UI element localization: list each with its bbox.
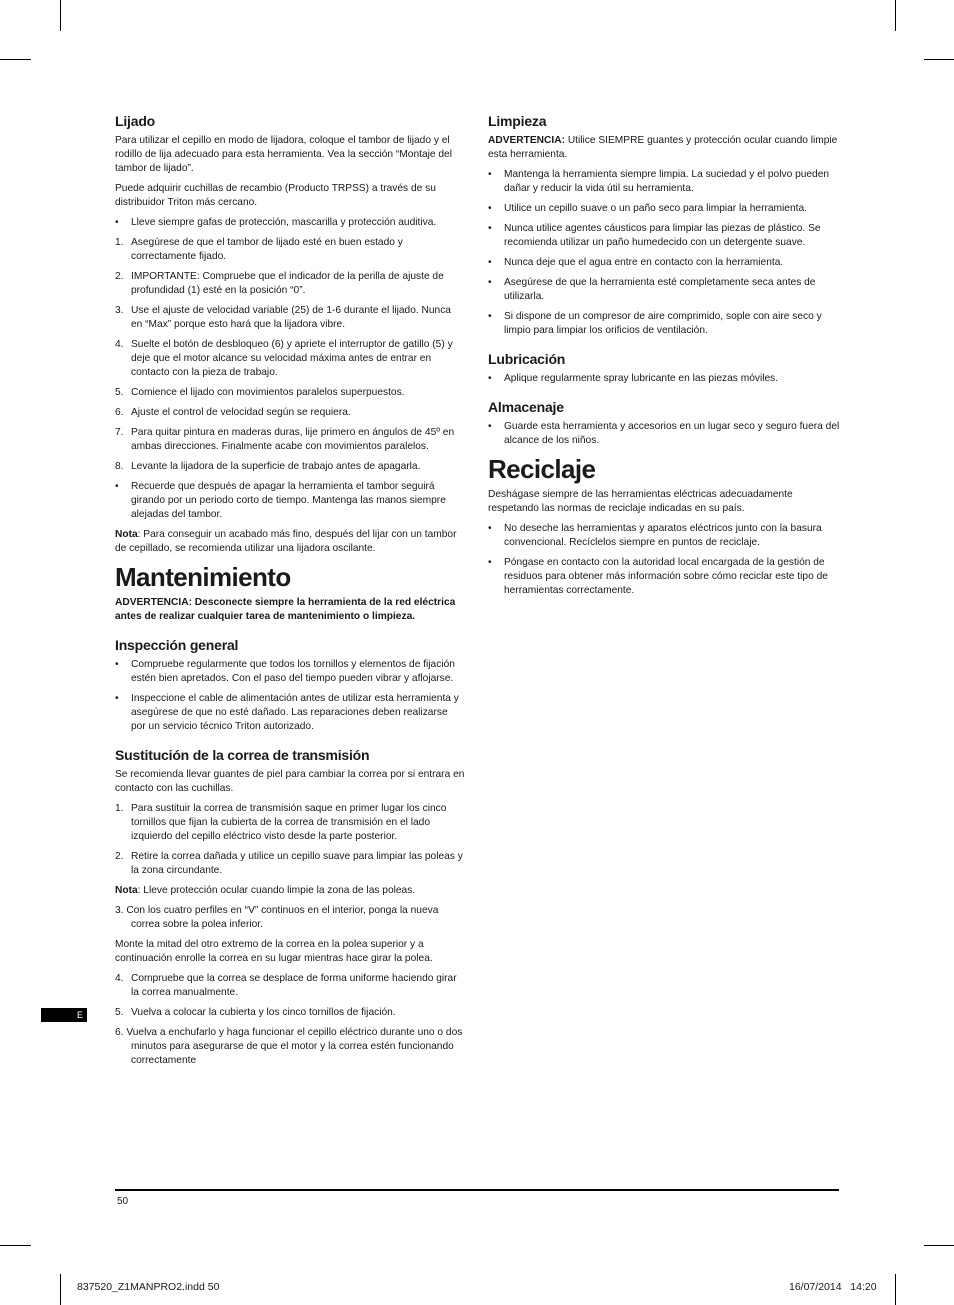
crop-mark <box>895 0 896 31</box>
bullet-marker: • <box>488 203 492 214</box>
lubricacion-heading: Lubricación <box>488 351 566 367</box>
bullet-marker: • <box>488 421 492 432</box>
list-item-text: Póngase en contacto con la autoridad local encargada de la gestión de residuos para obtener más información sobre cómo reciclar este tipo de herramientas correctamente. <box>504 557 828 596</box>
list-item <box>488 372 840 386</box>
list-item-text: Use el ajuste de velocidad variable (25) de 1-6 durante el lijado. Nunca en “Max” porque esto hará que la lijadora vibre. <box>131 305 451 330</box>
list-item-text: Asegúrese de que el tambor de lijado esté en buen estado y correctamente fijado. <box>131 237 403 262</box>
bullet-marker: • <box>488 223 492 234</box>
lijado-note <box>115 528 465 556</box>
note-text: : Para conseguir un acabado más fino, después del lijar con un tambor de cepillado, se recomienda utilizar una lijadora oscilante. <box>115 529 457 554</box>
list-item-text: IMPORTANTE: Compruebe que el indicador de la perilla de ajuste de profundidad (1) esté en la posición “0”. <box>131 271 444 296</box>
list-item <box>115 1006 465 1020</box>
note-label: Nota <box>115 885 138 896</box>
list-item <box>488 168 840 196</box>
step-number: 5. <box>115 387 124 398</box>
bullet-marker: • <box>488 557 492 568</box>
language-tab: E <box>41 1008 87 1022</box>
inspeccion-heading: Inspección general <box>115 637 239 653</box>
right-column <box>488 112 840 604</box>
lubricacion-list <box>488 372 840 386</box>
list-item-text: Para quitar pintura en maderas duras, lije primero en ángulos de 45º en ambas direcciones. Finalmente acabe con movimientos paralelos. <box>131 427 455 452</box>
list-item <box>115 386 465 400</box>
crop-mark <box>60 1274 61 1305</box>
bullet-marker: • <box>488 277 492 288</box>
correa-middle: Monte la mitad del otro extremo de la correa en la polea superior y a continuación enrolle la correa en su lugar mientras hace girar la polea. <box>115 939 433 964</box>
step-number: 1. <box>115 803 124 814</box>
bullet-marker: • <box>488 169 492 180</box>
list-item-text: Comience el lijado con movimientos paralelos superpuestos. <box>131 387 405 398</box>
mantenimiento-title: Mantenimiento <box>115 562 291 592</box>
list-item <box>115 850 465 878</box>
list-item-text: Guarde esta herramienta y accesorios en un lugar seco y seguro fuera del alcance de los niños. <box>504 421 840 446</box>
limpieza-list <box>488 168 840 338</box>
reciclaje-title: Reciclaje <box>488 454 596 484</box>
correa-heading: Sustitución de la correa de transmisión <box>115 747 370 763</box>
lijado-intro: Para utilizar el cepillo en modo de lijadora, coloque el tambor de lijado y el rodillo de lija adecuado para esta herramienta. Vea la sección “Montaje del tambor de lijado”. <box>115 135 452 174</box>
bullet-marker: • <box>115 659 119 670</box>
list-item <box>115 480 465 522</box>
bullet-marker: • <box>488 311 492 322</box>
crop-mark <box>895 1274 896 1305</box>
correa-step-3: 3. Con los cuatro perfiles en “V” continuos en el interior, ponga la nueva correa sobre la polea inferior. <box>115 905 439 930</box>
mantenimiento-warning: ADVERTENCIA: Desconecte siempre la herramienta de la red eléctrica antes de realizar cualquier tarea de mantenimiento o limpieza. <box>115 597 456 622</box>
correa-list-b <box>115 972 465 1020</box>
list-item <box>115 972 465 1000</box>
correa-list-a <box>115 802 465 878</box>
left-column <box>115 112 465 1074</box>
step-number: 3. <box>115 305 124 316</box>
bullet-marker: • <box>115 693 119 704</box>
bullet-marker: • <box>488 373 492 384</box>
list-item <box>488 222 840 250</box>
list-item <box>488 202 840 216</box>
step-number: 6. <box>115 407 124 418</box>
list-item <box>115 304 465 332</box>
correa-intro: Se recomienda llevar guantes de piel para cambiar la correa por si entrara en contacto con las cuchillas. <box>115 769 465 794</box>
list-item <box>488 420 840 448</box>
list-item-text: Inspeccione el cable de alimentación antes de utilizar esta herramienta y asegúrese de que no esté dañado. Las reparaciones deben realizarse por un servicio técnico Triton autorizado. <box>131 693 459 732</box>
list-item-text: Aplique regularmente spray lubricante en las piezas móviles. <box>504 373 779 384</box>
list-item-text: Mantenga la herramienta siempre limpia. La suciedad y el polvo pueden dañar y reducir la vida útil su herramienta. <box>504 169 830 194</box>
list-item-text: Para sustituir la correa de transmisión saque en primer lugar los cinco tornillos que fijan la cubierta de la correa de transmisión en el lado izquierdo del cepillo eléctrico visto desde la parte posterior. <box>131 803 447 842</box>
list-item <box>488 310 840 338</box>
step-number: 2. <box>115 271 124 282</box>
crop-mark <box>0 59 31 60</box>
crop-mark <box>924 1245 954 1246</box>
list-item <box>115 426 465 454</box>
correa-note <box>115 884 465 898</box>
list-item-text: Ajuste el control de velocidad según se requiera. <box>131 407 351 418</box>
list-item <box>115 802 465 844</box>
warning-label: ADVERTENCIA: <box>488 135 565 146</box>
lijado-heading: Lijado <box>115 113 156 129</box>
footer-rule <box>115 1189 839 1191</box>
step-number: 2. <box>115 851 124 862</box>
bullet-marker: • <box>488 523 492 534</box>
list-item <box>488 256 840 270</box>
reciclaje-list <box>488 522 840 598</box>
list-item <box>488 556 840 598</box>
limpieza-warning <box>488 134 840 162</box>
step-number: 4. <box>115 339 124 350</box>
step-number: 1. <box>115 237 124 248</box>
bullet-marker: • <box>115 217 119 228</box>
step-number: 5. <box>115 1007 124 1018</box>
almacenaje-list <box>488 420 840 448</box>
bullet-marker: • <box>488 257 492 268</box>
list-item <box>115 338 465 380</box>
list-item <box>115 216 465 230</box>
bullet-marker: • <box>115 481 119 492</box>
list-item-text: Vuelva a colocar la cubierta y los cinco tornillos de fijación. <box>131 1007 396 1018</box>
list-item-text: Utilice un cepillo suave o un paño seco para limpiar la herramienta. <box>504 203 807 214</box>
list-item-text: Retire la correa dañada y utilice un cepillo suave para limpiar las poleas y la zona circundante. <box>131 851 463 876</box>
list-item-text: No deseche las herramientas y aparatos eléctricos junto con la basura convencional. Recíclelos siempre en puntos de reciclaje. <box>504 523 822 548</box>
slug-file: 837520_Z1MANPRO2.indd 50 <box>77 1281 220 1293</box>
list-item-text: Recuerde que después de apagar la herramienta el tambor seguirá girando por un periodo corto de tiempo. Mantenga las manos siempre alejadas del tambor. <box>131 481 446 520</box>
step-number: 8. <box>115 461 124 472</box>
almacenaje-heading: Almacenaje <box>488 399 564 415</box>
warning-text: Utilice SIEMPRE guantes y protección ocular cuando limpie esta herramienta. <box>488 135 838 160</box>
crop-mark <box>0 1245 31 1246</box>
correa-step-6: 6. Vuelva a enchufarlo y haga funcionar el cepillo eléctrico durante uno o dos minutos para asegurarse de que el motor y la correa estén funcionando correctamente <box>115 1027 463 1066</box>
list-item-text: Levante la lijadora de la superficie de trabajo antes de apagarla. <box>131 461 421 472</box>
list-item-text: Lleve siempre gafas de protección, mascarilla y protección auditiva. <box>131 217 437 228</box>
page-number: 50 <box>117 1196 129 1207</box>
list-item <box>115 692 465 734</box>
list-item-text: Compruebe que la correa se desplace de forma uniforme haciendo girar la correa manualmente. <box>131 973 457 998</box>
list-item-text: Nunca utilice agentes cáusticos para limpiar las piezas de plástico. Se recomienda utilizar un paño humedecido con un detergente suave. <box>504 223 821 248</box>
list-item-text: Suelte el botón de desbloqueo (6) y apriete el interruptor de gatillo (5) y deje que el motor alcance su velocidad máxima antes de entrar en contacto con la pieza de trabajo. <box>131 339 453 378</box>
note-label: Nota <box>115 529 138 540</box>
list-item <box>115 658 465 686</box>
limpieza-heading: Limpieza <box>488 113 547 129</box>
lijado-list <box>115 216 465 522</box>
reciclaje-intro: Deshágase siempre de las herramientas eléctricas adecuadamente respetando las normas de reciclaje indicadas en su país. <box>488 489 793 514</box>
crop-mark <box>60 0 61 31</box>
list-item <box>488 276 840 304</box>
list-item <box>115 460 465 474</box>
step-number: 4. <box>115 973 124 984</box>
list-item <box>488 522 840 550</box>
list-item-text: Si dispone de un compresor de aire comprimido, sople con aire seco y limpio para limpiar los orificios de ventilación. <box>504 311 822 336</box>
list-item-text: Nunca deje que el agua entre en contacto con la herramienta. <box>504 257 784 268</box>
inspeccion-list <box>115 658 465 734</box>
crop-mark <box>924 59 954 60</box>
list-item <box>115 236 465 264</box>
list-item <box>115 406 465 420</box>
slug-date: 16/07/2014 14:20 <box>789 1281 877 1293</box>
note-text: : Lleve protección ocular cuando limpie la zona de las poleas. <box>137 885 416 896</box>
list-item-text: Compruebe regularmente que todos los tornillos y elementos de fijación estén bien apretados. Con el paso del tiempo pueden vibrar y aflojarse. <box>131 659 455 684</box>
lijado-intro-2: Puede adquirir cuchillas de recambio (Producto TRPSS) a través de su distribuidor Triton más cercano. <box>115 183 436 208</box>
list-item <box>115 270 465 298</box>
step-number: 7. <box>115 427 124 438</box>
list-item-text: Asegúrese de que la herramienta esté completamente seca antes de utilizarla. <box>504 277 816 302</box>
